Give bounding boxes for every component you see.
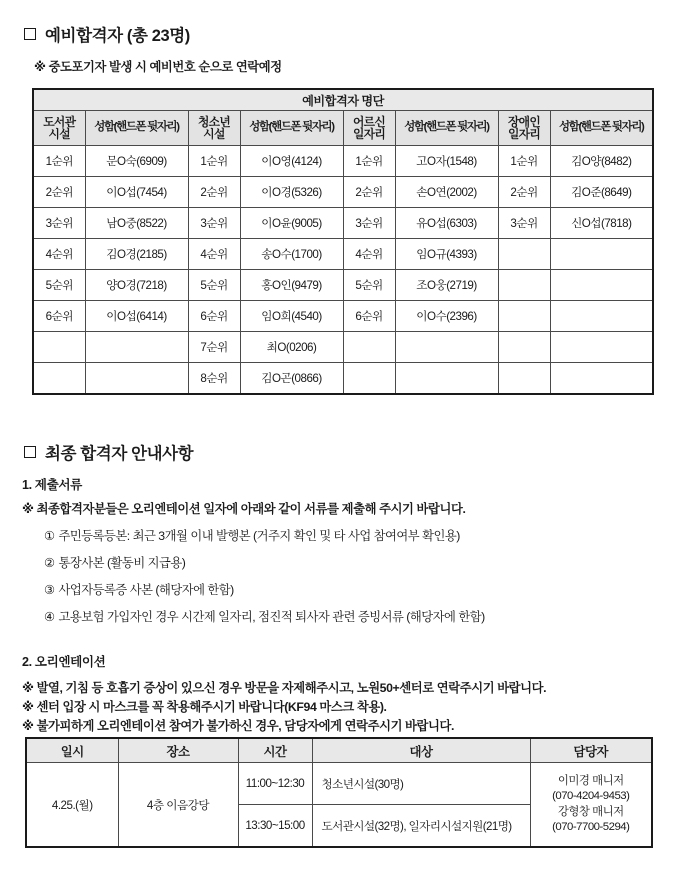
cell-managers: [530, 763, 652, 848]
cell-disabled-rank: 2순위: [498, 177, 550, 208]
table-row: [33, 177, 653, 208]
header-name-disabled: 성함(핸드폰 뒷자리): [550, 111, 653, 146]
cell-time: 11:00~12:30: [238, 763, 312, 805]
cell-library-rank: 3순위: [33, 208, 85, 239]
list-number: ①: [44, 529, 55, 543]
cell-youth-rank: 5순위: [188, 270, 240, 301]
waitlist-note: [34, 57, 282, 75]
cell-library-rank: [33, 332, 85, 363]
cell-youth-rank: 1순위: [188, 146, 240, 177]
orientation-note-text: 발열, 기침 등 호흡기 증상이 있으신 경우 방문을 자제해주시고, 노원50+센터로 연락주시기 바랍니다.: [36, 681, 547, 695]
waitlist-heading-text: 예비합격자 (총 23명): [45, 27, 190, 45]
header-manager: 담당자: [530, 738, 652, 763]
cell-library-rank: 2순위: [33, 177, 85, 208]
cell-senior-rank: 1순위: [343, 146, 395, 177]
note-mark-icon: ※: [34, 60, 46, 74]
cell-senior-name: 유O섭(6303): [395, 208, 498, 239]
cell-place: 4층 이음강당: [118, 763, 238, 848]
cell-senior-rank: [343, 363, 395, 395]
cell-youth-name: 임O희(4540): [240, 301, 343, 332]
note-mark-icon: ※: [22, 719, 34, 733]
waitlist-table-header-row: [33, 111, 653, 146]
cell-disabled-name: 김O양(8482): [550, 146, 653, 177]
final-heading-text: 최종 합격자 안내사항: [45, 445, 194, 463]
header-name-youth: 성함(핸드폰 뒷자리): [240, 111, 343, 146]
list-item: [44, 526, 460, 544]
cell-youth-rank: 8순위: [188, 363, 240, 395]
cell-senior-rank: [343, 332, 395, 363]
cell-disabled-name: [550, 363, 653, 395]
documents-subheading: 1. 제출서류: [22, 478, 82, 492]
list-item: [44, 607, 485, 625]
cell-disabled-rank: [498, 332, 550, 363]
cell-time: 13:30~15:00: [238, 805, 312, 848]
header-target: 대상: [312, 738, 530, 763]
cell-library-rank: 4순위: [33, 239, 85, 270]
header-time: 시간: [238, 738, 312, 763]
checkbox-bullet-icon: [24, 446, 36, 458]
cell-target: 청소년시설(30명): [312, 763, 530, 805]
manager-phone: (070-7700-5294): [552, 820, 630, 833]
table-row: [33, 270, 653, 301]
header-place: 장소: [118, 738, 238, 763]
table-row: [33, 239, 653, 270]
table-row: [26, 763, 652, 805]
orientation-note-text: 불가피하게 오리엔테이션 참여가 불가하신 경우, 담당자에게 연락주시기 바랍니다.: [36, 719, 454, 733]
waitlist-table: [32, 88, 654, 395]
note-mark-icon: ※: [22, 502, 34, 516]
cell-youth-rank: 4순위: [188, 239, 240, 270]
cell-disabled-name: [550, 301, 653, 332]
cell-senior-rank: 4순위: [343, 239, 395, 270]
list-number: ③: [44, 583, 55, 597]
cell-disabled-name: [550, 239, 653, 270]
waitlist-note-text: 중도포기자 발생 시 예비번호 순으로 연락예정: [48, 60, 282, 74]
orientation-note: [22, 697, 387, 715]
header-youth-facility: 청소년 시설: [188, 111, 240, 146]
cell-youth-name: 이O윤(9005): [240, 208, 343, 239]
header-name-library: 성함(핸드폰 뒷자리): [85, 111, 188, 146]
list-item-text: 고용보험 가입자인 경우 시간제 일자리, 점진적 퇴사자 관련 증빙서류 (해당자에 한함): [58, 610, 485, 624]
schedule-header-row: [26, 738, 652, 763]
header-date: 일시: [26, 738, 118, 763]
manager-name: 강형창 매니저: [557, 805, 624, 818]
header-senior-job: 어르신 일자리: [343, 111, 395, 146]
cell-library-name: 문O숙(6909): [85, 146, 188, 177]
cell-youth-name: 김O곤(0866): [240, 363, 343, 395]
table-row: [33, 208, 653, 239]
orientation-schedule-table: [25, 737, 653, 848]
cell-library-name: 이O섭(7454): [85, 177, 188, 208]
orientation-note: [22, 716, 454, 734]
cell-library-rank: 1순위: [33, 146, 85, 177]
cell-disabled-name: [550, 270, 653, 301]
waitlist-table-title-row: [33, 89, 653, 111]
cell-senior-rank: 5순위: [343, 270, 395, 301]
cell-youth-name: 홍O인(9479): [240, 270, 343, 301]
cell-disabled-rank: [498, 270, 550, 301]
cell-senior-name: 이O수(2396): [395, 301, 498, 332]
cell-senior-rank: 2순위: [343, 177, 395, 208]
list-item-text: 사업자등록증 사본 (해당자에 한함): [58, 583, 234, 597]
final-section-heading: [24, 440, 193, 464]
orientation-note-text: 센터 입장 시 마스크를 꼭 착용해주시기 바랍니다(KF94 마스크 착용).: [36, 700, 387, 714]
cell-youth-name: 이O경(5326): [240, 177, 343, 208]
orientation-subheading: 2. 오리엔테이션: [22, 655, 106, 669]
cell-senior-name: 임O규(4393): [395, 239, 498, 270]
cell-library-rank: 6순위: [33, 301, 85, 332]
cell-senior-name: 손O연(2002): [395, 177, 498, 208]
header-name-senior: 성함(핸드폰 뒷자리): [395, 111, 498, 146]
cell-disabled-rank: 1순위: [498, 146, 550, 177]
table-row: [33, 332, 653, 363]
cell-youth-rank: 2순위: [188, 177, 240, 208]
cell-disabled-rank: 3순위: [498, 208, 550, 239]
waitlist-section-heading: [24, 22, 190, 46]
manager-name: 이미경 매니저: [557, 775, 624, 788]
table-row: [33, 146, 653, 177]
cell-senior-rank: 6순위: [343, 301, 395, 332]
note-mark-icon: ※: [22, 681, 34, 695]
cell-library-rank: 5순위: [33, 270, 85, 301]
list-number: ④: [44, 610, 55, 624]
cell-youth-rank: 3순위: [188, 208, 240, 239]
cell-disabled-rank: [498, 301, 550, 332]
checkbox-bullet-icon: [24, 28, 36, 40]
header-library-facility: 도서관 시설: [33, 111, 85, 146]
cell-senior-rank: 3순위: [343, 208, 395, 239]
cell-senior-name: 고O자(1548): [395, 146, 498, 177]
table-row: [33, 363, 653, 395]
cell-disabled-rank: [498, 363, 550, 395]
documents-note: [22, 499, 465, 517]
list-item: [44, 553, 185, 571]
cell-senior-name: [395, 363, 498, 395]
cell-senior-name: 조O웅(2719): [395, 270, 498, 301]
cell-library-name: 이O섭(6414): [85, 301, 188, 332]
cell-youth-name: 이O영(4124): [240, 146, 343, 177]
cell-library-name: 남O중(8522): [85, 208, 188, 239]
documents-note-text: 최종합격자분들은 오리엔테이션 일자에 아래와 같이 서류를 제출해 주시기 바랍니다.: [36, 502, 466, 516]
cell-library-name: 양O경(7218): [85, 270, 188, 301]
header-disabled-job: 장애인 일자리: [498, 111, 550, 146]
list-item: [44, 580, 234, 598]
cell-youth-rank: 7순위: [188, 332, 240, 363]
list-number: ②: [44, 556, 55, 570]
cell-library-name: [85, 332, 188, 363]
cell-disabled-name: 김O준(8649): [550, 177, 653, 208]
cell-disabled-rank: [498, 239, 550, 270]
list-item-text: 주민등록등본: 최근 3개월 이내 발행본 (거주지 확인 및 타 사업 참여여부 확인용): [58, 529, 460, 543]
cell-youth-rank: 6순위: [188, 301, 240, 332]
cell-senior-name: [395, 332, 498, 363]
manager-phone: (070-4204-9453): [552, 790, 630, 803]
cell-target: 도서관시설(32명), 일자리시설지원(21명): [312, 805, 530, 848]
waitlist-table-title: 예비합격자 명단: [33, 89, 653, 111]
cell-date: 4.25.(월): [26, 763, 118, 848]
cell-disabled-name: [550, 332, 653, 363]
cell-youth-name: 송O수(1700): [240, 239, 343, 270]
cell-library-name: [85, 363, 188, 395]
list-item-text: 통장사본 (활동비 지급용): [58, 556, 186, 570]
cell-disabled-name: 신O섭(7818): [550, 208, 653, 239]
cell-library-rank: [33, 363, 85, 395]
note-mark-icon: ※: [22, 700, 34, 714]
orientation-note: [22, 678, 546, 696]
cell-youth-name: 최O(0206): [240, 332, 343, 363]
cell-library-name: 김O경(2185): [85, 239, 188, 270]
table-row: [33, 301, 653, 332]
